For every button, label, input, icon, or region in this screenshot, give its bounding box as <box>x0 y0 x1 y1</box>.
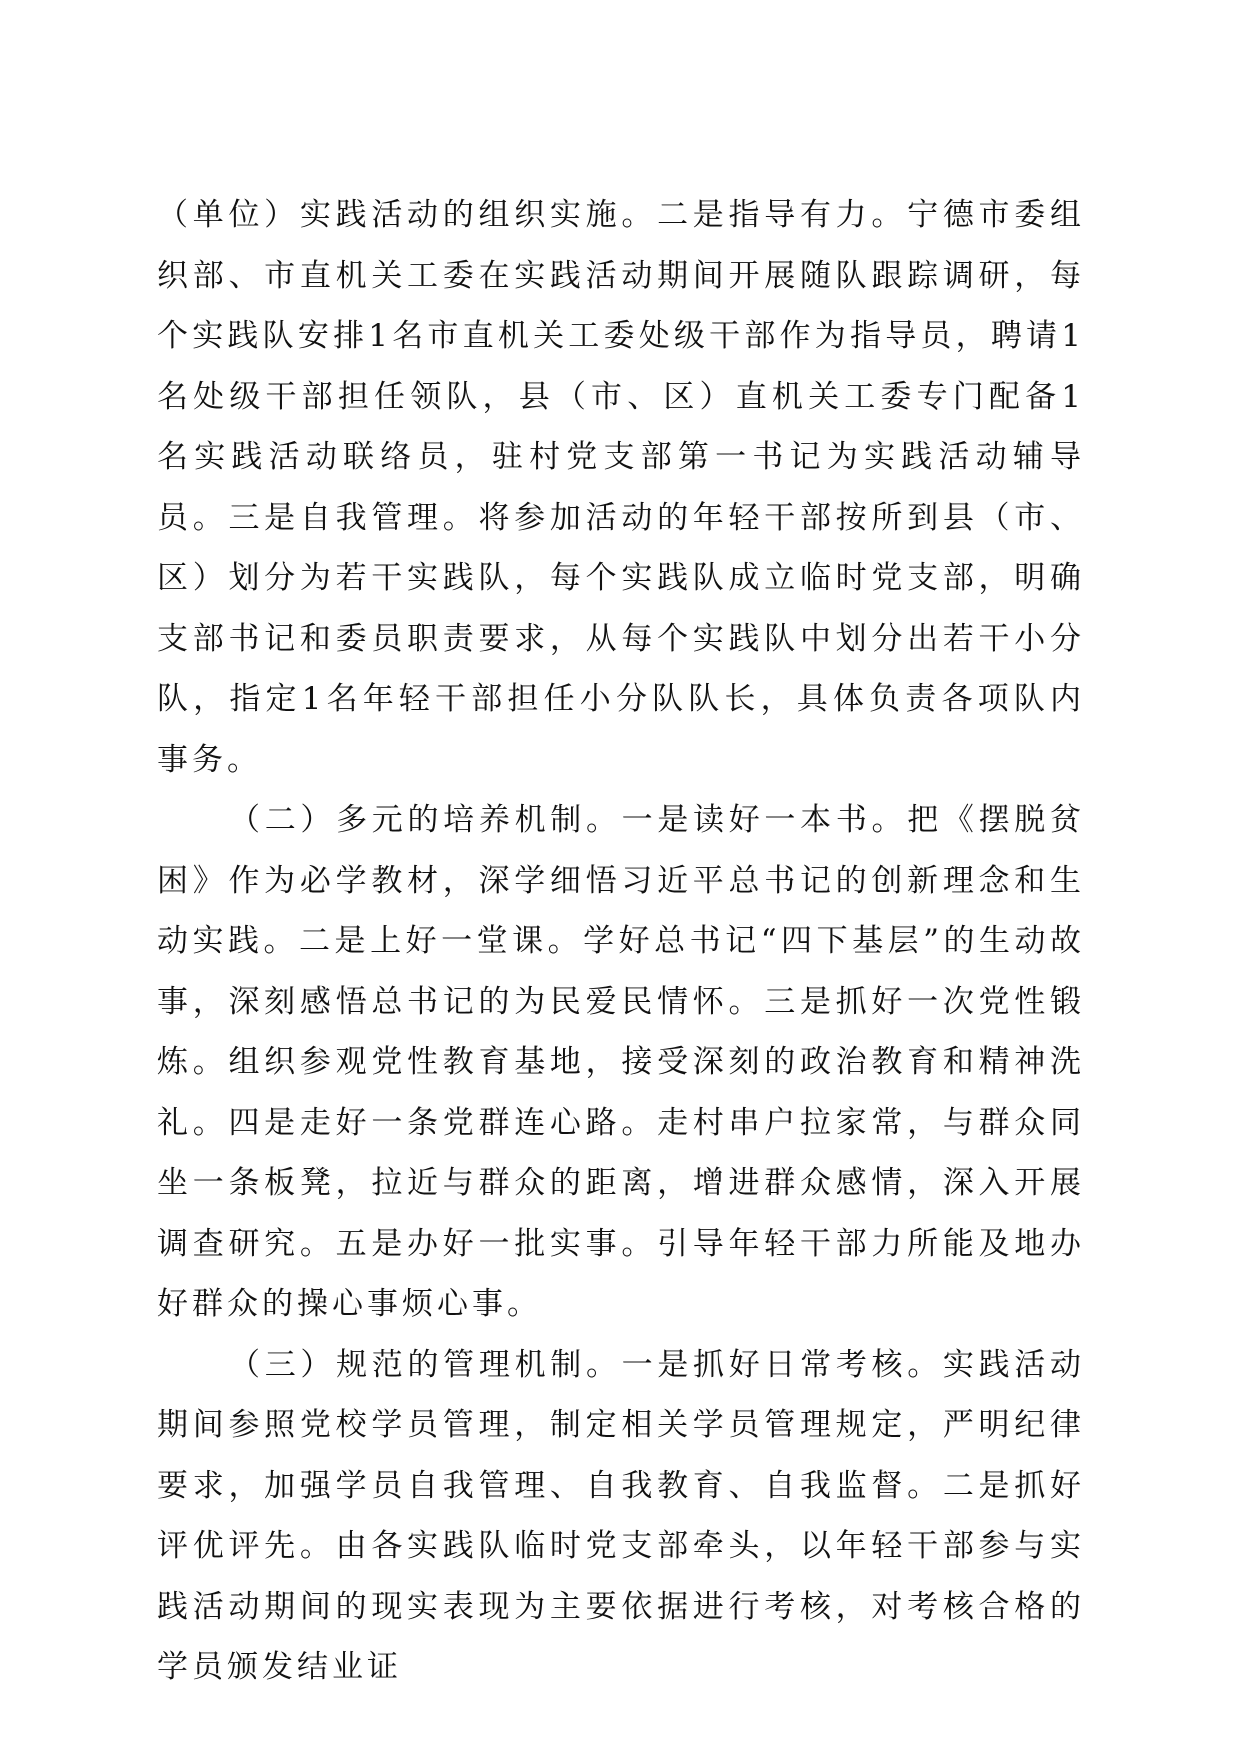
paragraph-2: （二）多元的培养机制。一是读好一本书。把《摆脱贫困》作为必学教材，深学细悟习近平总书记的创新理念和生动实践。二是上好一堂课。学好总书记“四下基层”的生动故事，深刻感悟总书记的为民爱民情怀。三是抓好一次党性锻炼。组织参观党性教育基地，接受深刻的政治教育和精神洗礼。四是走好一条党群连心路。走村串户拉家常，与群众同坐一条板凳，拉近与群众的距离，增进群众感情，深入开展调查研究。五是办好一批实事。引导年轻干部力所能及地办好群众的操心事烦心事。 <box>157 802 1085 1322</box>
paragraph-3: （三）规范的管理机制。一是抓好日常考核。实践活动期间参照党校学员管理，制定相关学员管理规定，严明纪律要求，加强学员自我管理、自我教育、自我监督。二是抓好评优评先。由各实践队临时党支部牵头，以年轻干部参与实践活动期间的现实表现为主要依据进行考核，对考核合格的学员颁发结业证 <box>157 1346 1085 1685</box>
paragraph-1: （单位）实践活动的组织实施。二是指导有力。宁德市委组织部、市直机关工委在实践活动期间开展随队跟踪调研，每个实践队安排1名市直机关工委处级干部作为指导员，聘请1名处级干部担任领队，县（市、区）直机关工委专门配备1名实践活动联络员，驻村党支部第一书记为实践活动辅导员。三是自我管理。将参加活动的年轻干部按所到县（市、区）划分为若干实践队，每个实践队成立临时党支部，明确支部书记和委员职责要求，从每个实践队中划分出若干小分队，指定1名年轻干部担任小分队队长，具体负责各项队内事务。 <box>157 197 1085 778</box>
document-body <box>157 185 1085 1698</box>
